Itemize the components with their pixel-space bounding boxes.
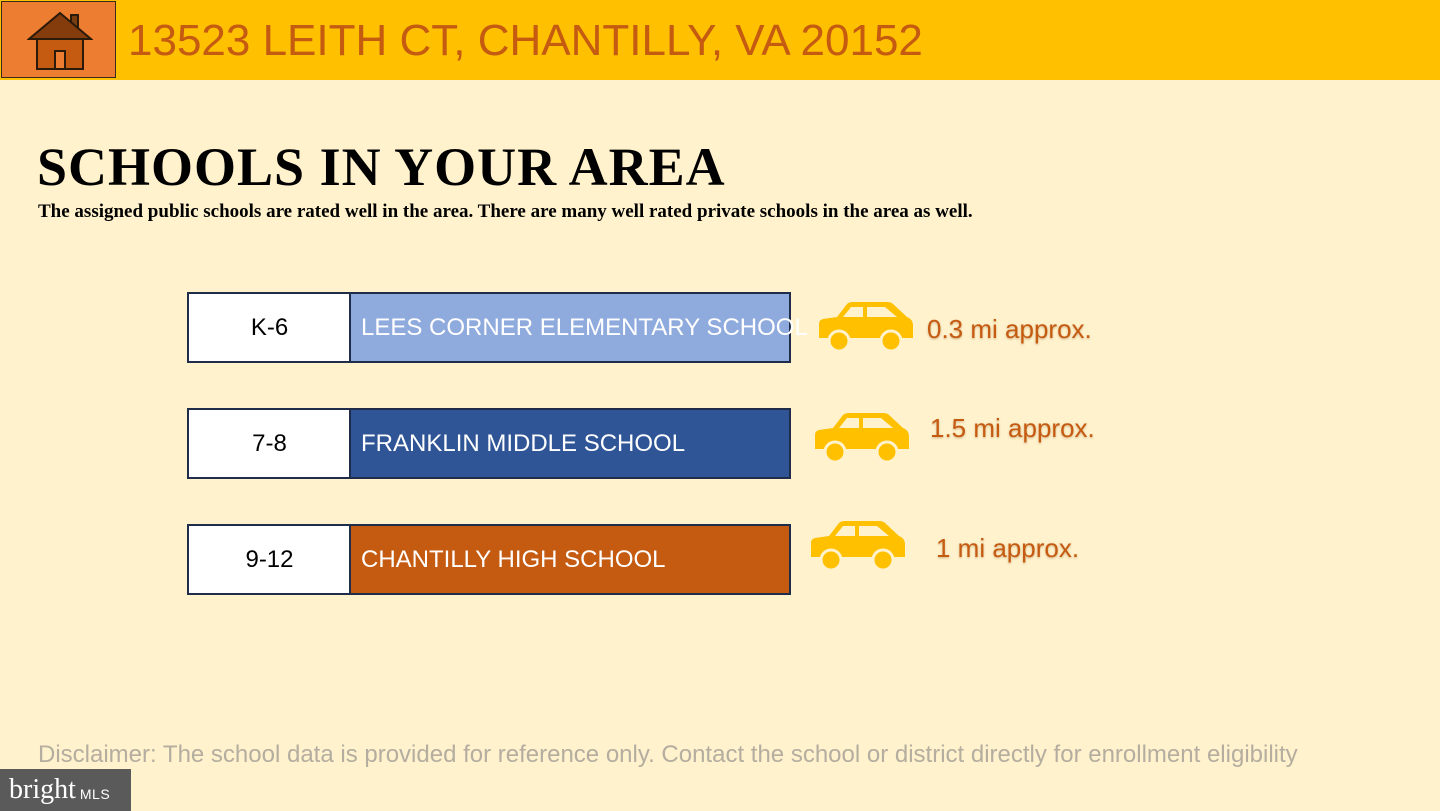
logo-sub-text: MLS xyxy=(79,786,111,802)
car-icon xyxy=(807,519,907,573)
school-row-elementary xyxy=(187,292,808,363)
logo-main-text: bright xyxy=(9,774,76,805)
property-address: 13523 LEITH CT, CHANTILLY, VA 20152 xyxy=(128,16,923,65)
house-icon xyxy=(27,11,93,71)
car-icon xyxy=(815,300,915,354)
distance-label: 1 mi approx. xyxy=(936,533,1080,563)
grade-range: 7-8 xyxy=(187,408,350,479)
header-bar xyxy=(0,0,1440,80)
bright-mls-logo xyxy=(0,769,131,811)
school-name: CHANTILLY HIGH SCHOOL xyxy=(349,524,791,595)
grade-range: K-6 xyxy=(187,292,350,363)
page-subtitle: The assigned public schools are rated well in the area. There are many well rated private schools in the area as well. xyxy=(38,201,973,222)
grade-range: 9-12 xyxy=(187,524,350,595)
car-icon xyxy=(811,411,911,465)
home-button[interactable] xyxy=(1,1,116,78)
school-row-middle xyxy=(187,408,791,479)
page-title: SCHOOLS IN YOUR AREA xyxy=(37,137,726,197)
distance-label: 0.3 mi approx. xyxy=(927,314,1092,344)
school-name: LEES CORNER ELEMENTARY SCHOOL xyxy=(349,292,791,363)
school-name: FRANKLIN MIDDLE SCHOOL xyxy=(349,408,791,479)
school-row-high xyxy=(187,524,791,595)
distance-label: 1.5 mi approx. xyxy=(930,413,1095,443)
disclaimer-text: Disclaimer: The school data is provided for reference only. Contact the school or district directly for enrollment eligibility xyxy=(38,741,1298,768)
